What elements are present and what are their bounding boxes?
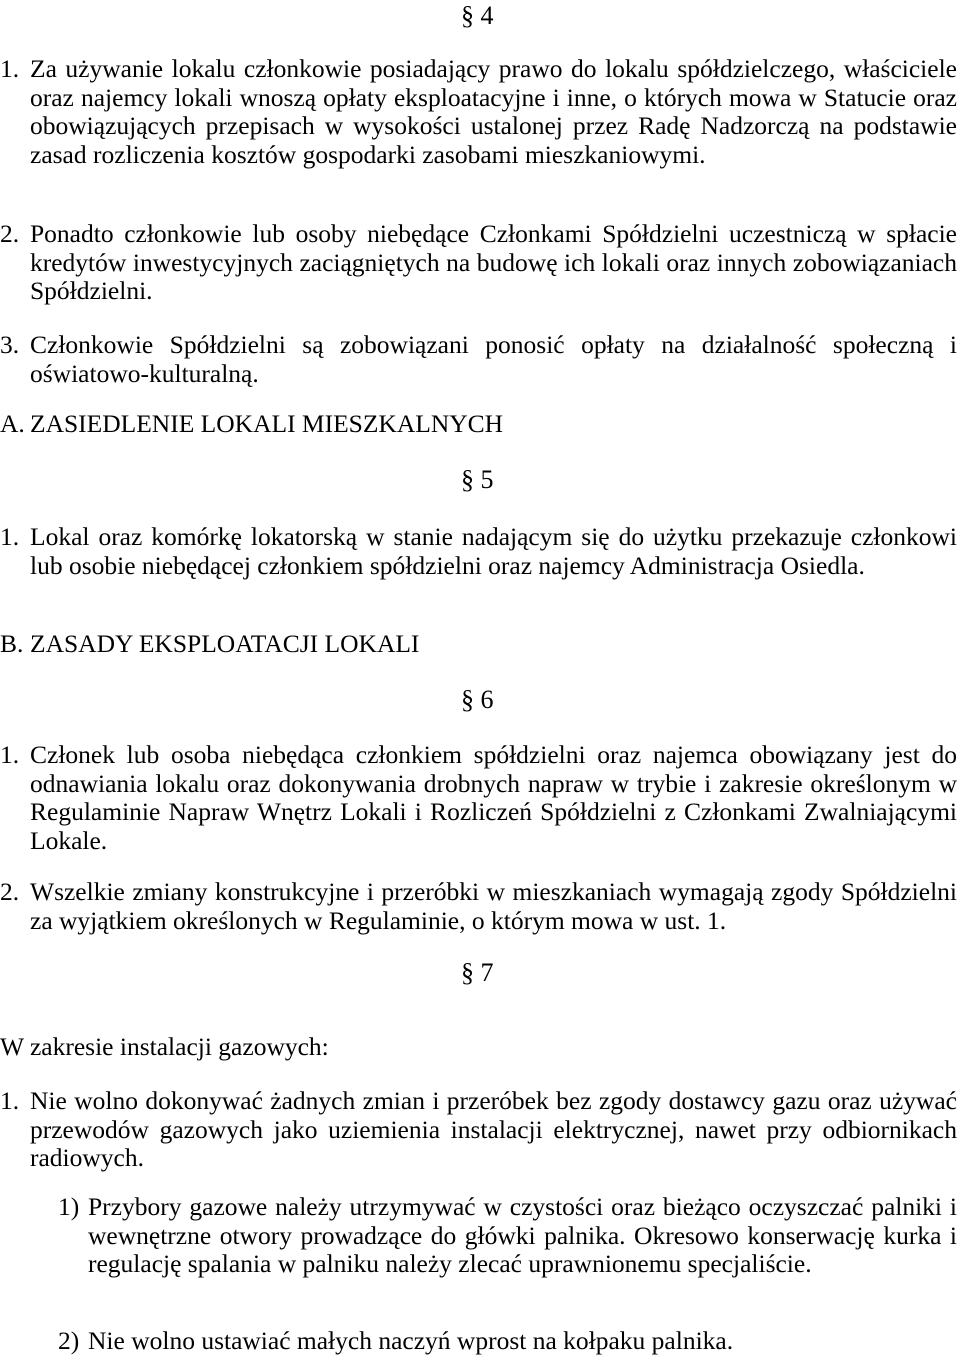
paragraph-4-2 [0, 220, 957, 306]
section-5-heading: § 5 [461, 465, 494, 494]
paragraph-4-1 [0, 55, 957, 169]
subpoint-7-1-1 [58, 1193, 957, 1279]
paragraph-number: 1. [0, 1086, 20, 1115]
subpoint-text: Przybory gazowe należy utrzymywać w czystości oraz bieżąco oczyszczać palniki i wewnętrzne otwory prowadzące do główki palnika. Okresowo konserwację kurka i regulację spalania w palniku należy zlecać uprawnionemu specjaliście. [88, 1192, 957, 1278]
section-7-heading: § 7 [461, 958, 494, 987]
paragraph-text: Członkowie Spółdzielni są zobowiązani ponosić opłaty na działalność społeczną i oświatowo-kulturalną. [30, 330, 957, 388]
paragraph-number: 1. [0, 522, 20, 551]
paragraph-number: 1. [0, 740, 20, 769]
heading-text: ZASADY EKSPLOATACJI LOKALI [30, 629, 420, 658]
paragraph-text: Członek lub osoba niebędąca członkiem spółdzielni oraz najemca obowiązany jest do odnawiania lokalu oraz dokonywania drobnych napraw w trybie i zakresie określonym w Regulaminie Napraw Wnętrz Lokali i Rozliczeń Spółdzielni z Członkami Zwalniającymi Lokale. [30, 740, 957, 855]
paragraph-number: 2. [0, 877, 20, 906]
heading-a [0, 410, 503, 439]
paragraph-number: 3. [0, 330, 20, 359]
heading-b [0, 630, 419, 659]
paragraph-text: Wszelkie zmiany konstrukcyjne i przeróbki w mieszkaniach wymagają zgody Spółdzielni za wyjątkiem określonych w Regulaminie, o którym mowa w ust. 1. [30, 877, 957, 935]
subpoint-number: 2) [58, 1326, 80, 1355]
heading-text: ZASIEDLENIE LOKALI MIESZKALNYCH [30, 409, 504, 438]
section-6-heading: § 6 [461, 685, 494, 714]
subpoint-number: 1) [58, 1192, 80, 1221]
paragraph-6-1 [0, 741, 957, 855]
section-4-heading: § 4 [461, 1, 494, 30]
subpoint-text: Nie wolno ustawiać małych naczyń wprost na kołpaku palnika. [88, 1326, 734, 1355]
paragraph-text: Za używanie lokalu członkowie posiadający prawo do lokalu spółdzielczego, właściciele oraz najemcy lokali wnoszą opłaty eksploatacyjne i inne, o których mowa w Statucie oraz obowiązujących przepisach w wysokości ustalonej przez Radę Nadzorczą na podstawie zasad rozliczenia kosztów gospodarki zasobami mieszkaniowymi. [30, 54, 957, 169]
paragraph-text: Ponadto członkowie lub osoby niebędące Członkami Spółdzielni uczestniczą w spłacie kredytów inwestycyjnych zaciągniętych na budowę ich lokali oraz innych zobowiązaniach Spółdzielni. [30, 219, 957, 305]
paragraph-7-1 [0, 1087, 957, 1173]
gas-installations-intro: W zakresie instalacji gazowych: [0, 1032, 329, 1061]
paragraph-number: 1. [0, 54, 20, 83]
subpoint-7-1-2 [58, 1327, 957, 1356]
paragraph-4-3 [0, 331, 957, 388]
paragraph-5-1 [0, 523, 957, 580]
heading-letter: A. [0, 409, 25, 438]
paragraph-6-2 [0, 878, 957, 935]
paragraph-text: Lokal oraz komórkę lokatorską w stanie nadającym się do użytku przekazuje członkowi lub osobie niebędącej członkiem spółdzielni oraz najemcy Administracja Osiedla. [30, 522, 957, 580]
paragraph-text: Nie wolno dokonywać żadnych zmian i przeróbek bez zgody dostawcy gazu oraz używać przewodów gazowych jako uziemienia instalacji elektrycznej, nawet przy odbiornikach radiowych. [30, 1086, 957, 1172]
paragraph-number: 2. [0, 219, 20, 248]
heading-letter: B. [0, 629, 24, 658]
